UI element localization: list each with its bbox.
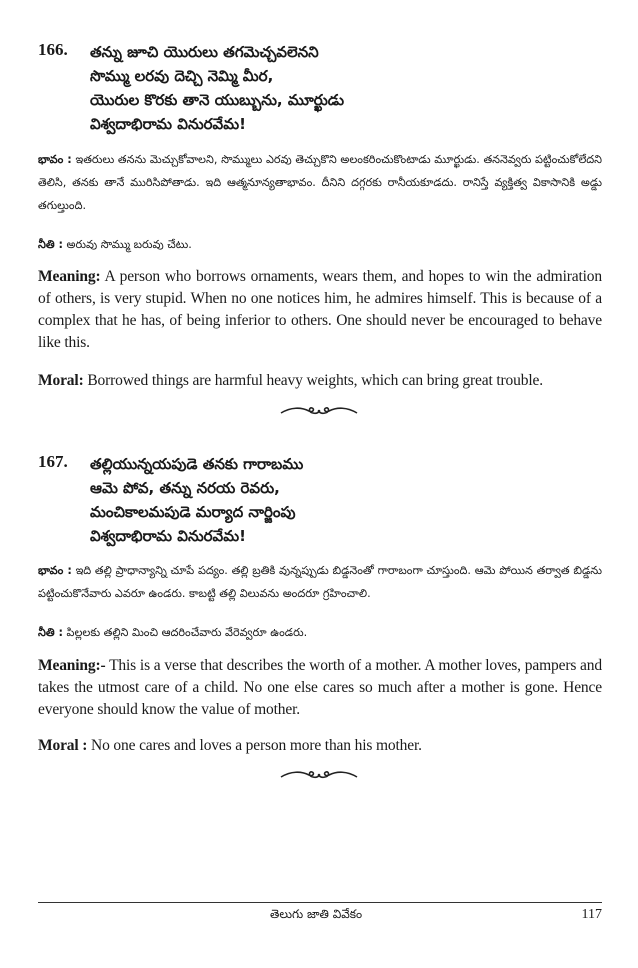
verse-line: విశ్వదాభిరామ వినురవేమ! xyxy=(90,527,246,545)
footer-book-title: తెలుగు జాతి వివేకం xyxy=(270,907,363,921)
verse-line: తన్ను జూచి యొరులు తగమెచ్చవలెనని xyxy=(90,43,319,61)
moral-label: Moral : xyxy=(38,737,88,754)
page-number: 117 xyxy=(581,907,602,922)
verse-line: ఆమె పోవ, తన్ను నరయ రెవరు, xyxy=(90,479,280,497)
verse-number: 167. xyxy=(38,452,68,471)
neeti-text: పిల్లలకు తల్లిని మించి ఆదరించేవారు వేరెవ్వరూ ఉండరు. xyxy=(66,626,308,639)
meaning-text: This is a verse that describes the worth of a mother. A mother loves, pampers and takes the utmost care of a child. No one else cares so much after a mother is gone. Hence everyone should know the value of mother. xyxy=(38,657,602,718)
moral-text: Borrowed things are harmful heavy weights, which can bring great trouble. xyxy=(87,372,543,389)
neeti-paragraph xyxy=(38,621,602,644)
decorative-flourish-icon xyxy=(279,768,359,782)
moral-paragraph xyxy=(38,735,602,757)
verse-lines xyxy=(90,452,303,548)
moral-text: No one cares and loves a person more than his mother. xyxy=(91,737,422,754)
verse-line: విశ్వదాభిరామ వినురవేమ! xyxy=(90,115,246,133)
decorative-flourish-icon xyxy=(279,404,359,418)
neeti-label: నీతి : xyxy=(38,238,63,251)
moral-paragraph xyxy=(38,370,602,392)
verse-line: తల్లియున్నయపుడె తనకు గారాబము xyxy=(90,455,304,473)
verse-line: యొరుల కొరకు తానె యుబ్బును, మూర్ఖుడు xyxy=(90,91,345,109)
verse-number: 166. xyxy=(38,40,68,59)
verse-line: మంచికాలమపుడె మర్యాద నార్జింపు xyxy=(90,503,296,521)
bhavam-paragraph xyxy=(38,559,602,605)
meaning-paragraph xyxy=(38,655,602,721)
meaning-text: A person who borrows ornaments, wears them, and hopes to win the admiration of others, is very stupid. When no one notices him, he admires himself. This is because of a complex that he has, of being inferior to others. One should never be encouraged to behave like this. xyxy=(38,268,602,351)
meaning-label: Meaning:- xyxy=(38,657,106,674)
neeti-paragraph xyxy=(38,233,602,256)
bhavam-text: ఇది తల్లి ప్రాధాన్యాన్ని చూపే పద్యం. తల్లి బ్రతికి వున్నప్పుడు బిడ్డనెంతో గారాబంగా చూస్తుంది. ఆమె పోయిన తర్వాత బిడ్డను పట్టించుకొనేవారు ఎవరూ ఉండరు. కాబట్టి తల్లి విలువను అందరూ గ్రహించాలి. xyxy=(38,564,602,600)
bhavam-label: భావం : xyxy=(38,564,72,577)
bhavam-paragraph xyxy=(38,148,602,217)
bhavam-label: భావం : xyxy=(38,153,72,166)
moral-label: Moral: xyxy=(38,372,84,389)
footer-divider xyxy=(38,902,602,903)
neeti-text: అరువు సొమ్ము బరువు చేటు. xyxy=(66,238,192,251)
meaning-paragraph xyxy=(38,266,602,354)
verse-lines xyxy=(90,40,344,136)
bhavam-text: ఇతరులు తనను మెచ్చుకోవాలని, సొమ్ములు ఎరవు తెచ్చుకొని అలంకరించుకొంటాడు మూర్ఖుడు. తననెవ్వరు పట్టించుకోలేదని తెలిసి, తనకు తానే మురిసిపోతాడు. ఇది ఆత్మనూన్యతాభావం. దీనిని దగ్గరకు రానీయకూడదు. రానిస్తే వ్యక్తిత్వ వికాసానికి అడ్డు తగుల్తుంది. xyxy=(38,153,602,212)
meaning-label: Meaning: xyxy=(38,268,101,285)
verse-line: సొమ్ము లరవు దెచ్చి నెమ్మి మీర, xyxy=(90,67,274,85)
neeti-label: నీతి : xyxy=(38,626,63,639)
